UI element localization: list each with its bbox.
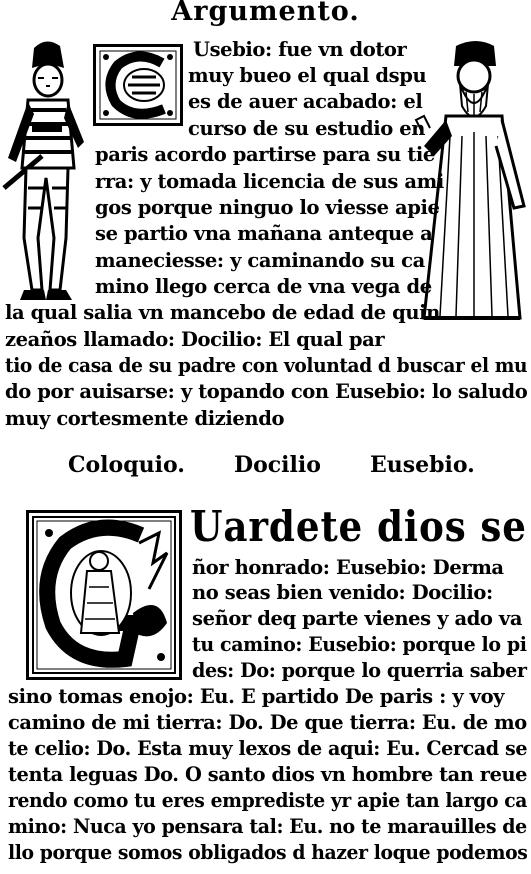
argument-line: es de auer acabado: el: [188, 90, 423, 113]
dialogue-line: no seas bien venido: Docilio:: [192, 581, 493, 604]
argument-line: se partio vna mañana anteque a: [95, 222, 433, 245]
dialogue-line: señor deq parte vienes y ado va: [192, 607, 523, 630]
argument-line: gos porque ninguo lo viesse apie: [95, 196, 440, 219]
initial-letter-e: [93, 44, 183, 126]
argument-line: rra: y tomada licencia de sus ami: [95, 170, 444, 193]
argument-line: curso de su estudio en: [188, 117, 426, 140]
dialogue-line: te celio: Do. Esta muy lexos de aqui: Eu. Cercad se: [8, 737, 528, 760]
argument-line: mino llego cerca de vna vega de: [95, 275, 432, 298]
argument-line: zeaños llamado: Docilio: El qual par: [5, 328, 385, 351]
argument-heading: Argumento.: [171, 0, 360, 27]
dialogue-line: tu camino: Eusebio: porque lo pi: [192, 633, 527, 656]
dialogue-line: Uardete dios se: [190, 502, 527, 551]
speaker-docilio-label: Docilio: [234, 452, 321, 478]
dialogue-line: des: Do: porque lo querria saber: [192, 659, 527, 682]
woodcut-young-man: [2, 38, 90, 306]
argument-line: do por auisarse: y topando con Eusebio: lo saludo: [5, 380, 528, 403]
dialogue-line: camino de mi tierra: Do. De que tierra: Eu. de mo: [8, 711, 527, 734]
dialogue-line: llo porque somos obligados d hazer loque podemos: [8, 841, 528, 864]
argument-line: tio de casa de su padre con voluntad d buscar el mu: [5, 354, 528, 377]
argument-line: paris acordo partirse para su tie: [95, 143, 435, 166]
dialogue-line: mino: Nuca yo pensara tal: Eu. no te marauilles de: [8, 815, 527, 838]
speaker-eusebio-label: Eusebio.: [370, 452, 475, 478]
argument-line: maneciesse: y caminando su ca: [95, 249, 425, 272]
dialogue-line: ñor honrado: Eusebio: Derma: [192, 556, 504, 579]
initial-letter-g: [26, 510, 182, 680]
argument-line: Usebio: fue vn dotor: [193, 38, 407, 61]
argument-line: muy cortesmente diziendo: [5, 407, 285, 430]
dialogue-line: tenta leguas Do. O santo dios vn hombre tan reue: [8, 763, 528, 786]
colloquy-header: [0, 452, 531, 482]
dialogue-line: sino tomas enojo: Eu. E partido De paris : y voy: [8, 685, 505, 708]
colloquy-label: Coloquio.: [68, 452, 185, 478]
dialogue-line: rendo como tu eres emprediste yr apie tan largo ca: [8, 789, 528, 812]
argument-line: la qual salia vn mancebo de edad de quin: [5, 301, 440, 324]
argument-line: muy bueo el qual dspu: [188, 64, 427, 87]
